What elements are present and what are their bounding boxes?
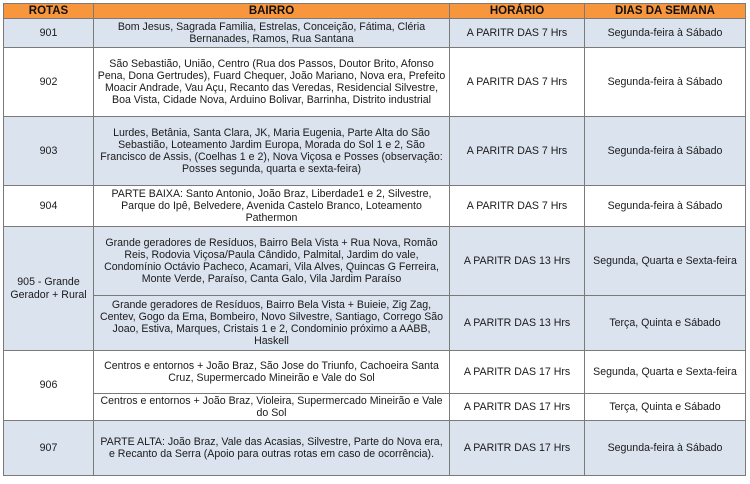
bairro-cell: Grande geradores de Resíduos, Bairro Bela Vista + Buieie, Zig Zag, Centev, Gogo da Ema, Bombeiro, Novo Silvestre, Santiago, Corrego São Joao, Estiva, Marques, Cristais 1 e 2, Condominio próximo a AABB, Haskell — [94, 296, 450, 351]
table-row — [4, 117, 746, 186]
rota-cell: 905 - Grande Gerador + Rural — [4, 227, 94, 351]
header-dias: DIAS DA SEMANA — [585, 4, 746, 19]
bairro-cell: Lurdes, Betânia, Santa Clara, JK, Maria Eugenia, Parte Alta do São Sebastião, Loteamento Jardim Europa, Morada do Sol 1 e 2, São Francisco de Assis, (Coelhas 1 e 2), Nova Viçosa e Posses (observação: Posses segunda, quarta e sexta-feira) — [94, 117, 450, 186]
header-horario: HORÁRIO — [450, 4, 585, 19]
header-bairro: BAIRRO — [94, 4, 450, 19]
horario-cell: A PARITR DAS 7 Hrs — [450, 19, 585, 48]
horario-cell: A PARITR DAS 13 Hrs — [450, 227, 585, 296]
table-row — [4, 48, 746, 117]
table-row — [4, 227, 746, 296]
bairro-cell: PARTE BAIXA: Santo Antonio, João Braz, Liberdade1 e 2, Silvestre, Parque do Ipê, Belvedere, Avenida Castelo Branco, Loteamento Pathermon — [94, 186, 450, 227]
horario-cell: A PARITR DAS 17 Hrs — [450, 351, 585, 394]
table-row — [4, 296, 746, 351]
bairro-cell: Bom Jesus, Sagrada Familia, Estrelas, Conceição, Fátima, Cléria Bernanades, Ramos, Rua Santana — [94, 19, 450, 48]
table-row — [4, 394, 746, 421]
table-row — [4, 351, 746, 394]
dias-cell: Segunda-feira à Sábado — [585, 117, 746, 186]
rota-cell: 904 — [4, 186, 94, 227]
dias-cell: Segunda, Quarta e Sexta-feira — [585, 351, 746, 394]
rota-cell: 902 — [4, 48, 94, 117]
horario-cell: A PARITR DAS 7 Hrs — [450, 48, 585, 117]
horario-cell: A PARITR DAS 7 Hrs — [450, 186, 585, 227]
rota-cell: 903 — [4, 117, 94, 186]
bairro-cell: São Sebastião, União, Centro (Rua dos Passos, Doutor Brito, Afonso Pena, Dona Gertrudes), Fuard Chequer, João Mariano, Nova era, Prefeito Moacir Andrade, Vau Açu, Recanto das Veredas, Residencial Silvestre, Boa Vista, Cidade Nova, Arduino Bolivar, Barrinha, Distrito industrial — [94, 48, 450, 117]
horario-cell: A PARITR DAS 17 Hrs — [450, 394, 585, 421]
bairro-cell: PARTE ALTA: João Braz, Vale das Acasias, Silvestre, Parte do Nova era, e Recanto da Serra (Apoio para outras rotas em caso de ocorrência). — [94, 421, 450, 476]
dias-cell: Segunda-feira à Sábado — [585, 421, 746, 476]
dias-cell: Segunda-feira à Sábado — [585, 48, 746, 117]
table-row — [4, 186, 746, 227]
table-row — [4, 421, 746, 476]
dias-cell: Terça, Quinta e Sábado — [585, 394, 746, 421]
table-header-row — [4, 4, 746, 19]
header-rotas: ROTAS — [4, 4, 94, 19]
bairro-cell: Centros e entornos + João Braz, São Jose do Triunfo, Cachoeira Santa Cruz, Supermercado Mineirão e Vale do Sol — [94, 351, 450, 394]
dias-cell: Segunda-feira à Sábado — [585, 186, 746, 227]
bairro-cell: Centros e entornos + João Braz, Violeira, Supermercado Mineirão e Vale do Sol — [94, 394, 450, 421]
rota-cell: 901 — [4, 19, 94, 48]
rota-cell: 907 — [4, 421, 94, 476]
horario-cell: A PARITR DAS 13 Hrs — [450, 296, 585, 351]
dias-cell: Segunda, Quarta e Sexta-feira — [585, 227, 746, 296]
table-row — [4, 19, 746, 48]
rota-cell: 906 — [4, 351, 94, 421]
dias-cell: Segunda-feira à Sábado — [585, 19, 746, 48]
bairro-cell: Grande geradores de Resíduos, Bairro Bela Vista + Rua Nova, Romão Reis, Rodovia Viçosa/Paula Cândido, Palmital, Jardim do vale, Condomínio Octávio Pacheco, Acamari, Vila Alves, Quincas G Ferreira, Monte Verde, Paraíso, Canta Galo, Vila Jardim Paraíso — [94, 227, 450, 296]
horario-cell: A PARITR DAS 7 Hrs — [450, 117, 585, 186]
horario-cell: A PARITR DAS 17 Hrs — [450, 421, 585, 476]
routes-table — [3, 3, 746, 476]
dias-cell: Terça, Quinta e Sábado — [585, 296, 746, 351]
